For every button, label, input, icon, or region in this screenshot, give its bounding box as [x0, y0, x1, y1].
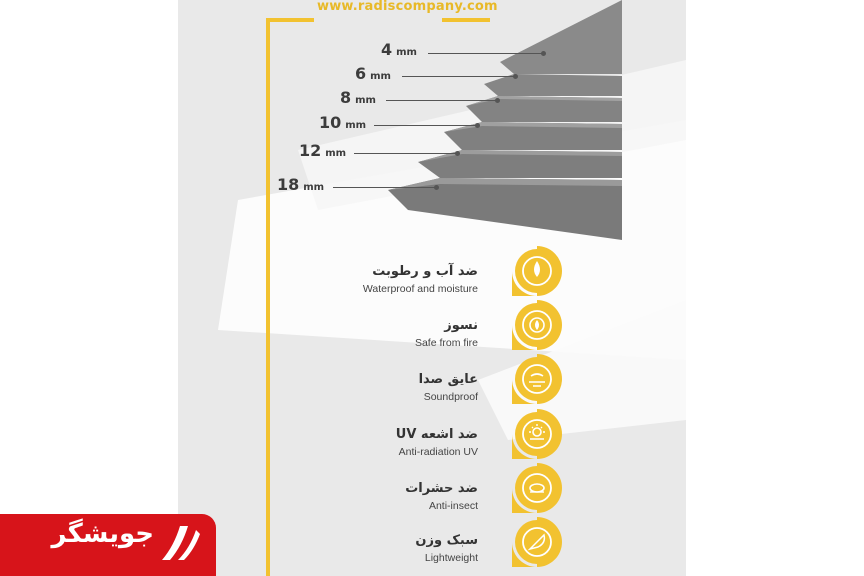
- leader-12: [354, 153, 458, 154]
- fire-icon: [510, 298, 564, 352]
- thickness-label-6: 6 mm: [355, 64, 391, 83]
- feature-title-en: Lightweight: [424, 552, 478, 564]
- feature-anti-insect: [298, 481, 478, 512]
- feature-title-fa: ضد حشرات: [405, 481, 478, 496]
- feature-title-fa: ضد اشعه UV: [395, 427, 478, 442]
- thickness-label-8: 8 mm: [340, 88, 376, 107]
- feature-lightweight: [298, 533, 478, 564]
- feature-title-en: Anti-radiation UV: [398, 446, 478, 458]
- leader-8: [386, 100, 498, 101]
- feature-title-fa: ضد آب و رطوبت: [372, 264, 478, 279]
- board-6mm: [484, 74, 622, 96]
- feature-waterproof: [298, 264, 478, 295]
- thickness-label-12: 12 mm: [299, 141, 347, 160]
- feature-anti-uv: [298, 427, 478, 458]
- feature-title-fa: سبک وزن: [415, 533, 478, 548]
- board-stack: [178, 0, 686, 260]
- thickness-label-4: 4 mm: [381, 40, 417, 59]
- thickness-label-18: 18 mm: [277, 175, 325, 194]
- feature-title-en: Soundproof: [423, 391, 478, 403]
- water-drop-icon: [510, 244, 564, 298]
- feature-title-fa: عایق صدا: [418, 372, 478, 387]
- product-poster: [178, 0, 686, 576]
- leader-10: [374, 125, 478, 126]
- leader-18: [333, 187, 437, 188]
- site-url[interactable]: www.radiscompany.com: [317, 0, 498, 14]
- feature-title-fa: نسوز: [444, 318, 478, 333]
- feature-title-en: Anti-insect: [428, 500, 478, 512]
- feature-soundproof: [298, 372, 478, 403]
- thickness-label-10: 10 mm: [319, 113, 367, 132]
- feature-title-en: Waterproof and moisture: [362, 283, 478, 295]
- board-4mm: [500, 0, 622, 74]
- feature-fireproof: [298, 318, 478, 349]
- feature-title-en: Safe from fire: [414, 337, 478, 349]
- leader-6: [402, 76, 516, 77]
- brand-logo-icon: [152, 520, 202, 564]
- brand-logo-text: جویشگر: [51, 519, 154, 549]
- sound-icon: [510, 352, 564, 406]
- feather-icon: [510, 515, 564, 569]
- sun-uv-icon: [510, 407, 564, 461]
- leader-4: [428, 53, 544, 54]
- insect-icon: [510, 461, 564, 515]
